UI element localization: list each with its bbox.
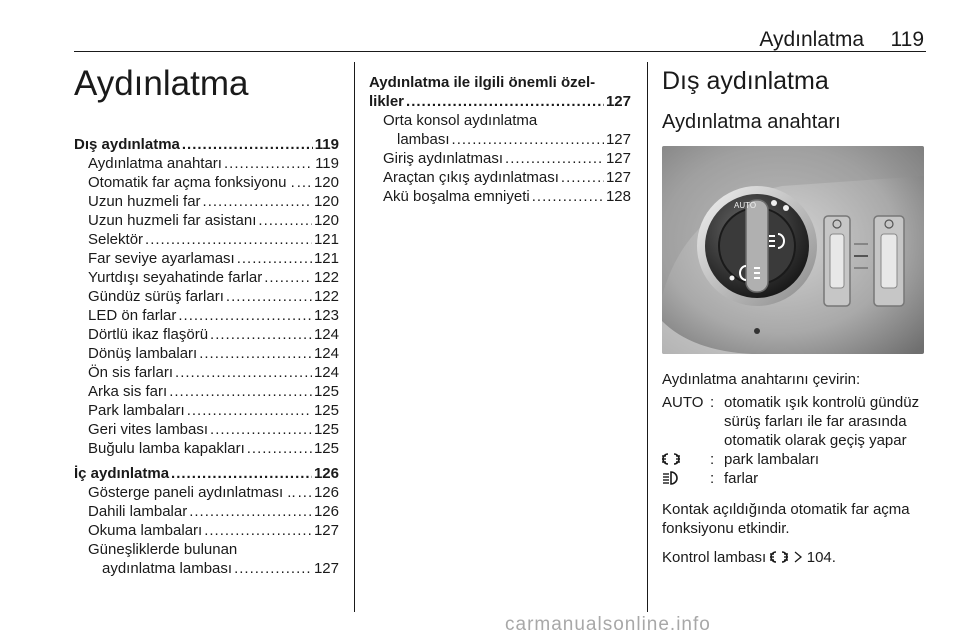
toc-entry-label: Uzun huzmeli far [88, 193, 201, 210]
toc-entry-label: Dış aydınlatma [74, 136, 180, 153]
toc-entry-page: 124 [313, 345, 339, 362]
light-switch-figure [662, 146, 924, 354]
toc-leader-dots [171, 464, 312, 483]
definition-term: AUTO [662, 394, 704, 411]
toc-leader-dots [264, 268, 312, 287]
toc-entry-label: Gösterge paneli aydınlatması .. [88, 484, 296, 501]
toc-entry[interactable] [74, 230, 339, 249]
toc-entry-label: Dörtlü ikaz flaşörü [88, 326, 209, 343]
toc-entry-page: 127 [605, 131, 631, 148]
toc-leader-dots [182, 135, 313, 154]
toc-entry[interactable] [369, 168, 631, 187]
toc-entry[interactable] [74, 521, 339, 540]
toc-leader-dots [406, 92, 604, 111]
toc-entry[interactable] [74, 559, 339, 578]
toc-entry-page: 126 [313, 484, 339, 501]
toc-leader-dots [298, 483, 312, 502]
toc-entry-label: likler [369, 93, 405, 110]
toc-leader-dots [532, 187, 604, 206]
toc-entry[interactable] [74, 420, 339, 439]
middle-column [369, 73, 631, 206]
toc-leader-dots [203, 192, 312, 211]
toc-leader-dots [258, 211, 312, 230]
toc-entry-page: 121 [313, 250, 339, 267]
toc-entry-page: 122 [313, 288, 339, 305]
toc-entry-label: Okuma lambaları [88, 522, 203, 539]
toc-entry-label: Park lambaları [88, 402, 185, 419]
toc-leader-dots [226, 287, 312, 306]
toc-entry-label: Ön sis farları [88, 364, 174, 381]
parking-lamp-icon [662, 450, 710, 469]
toc-entry[interactable] [74, 401, 339, 420]
right-column [662, 66, 926, 567]
toc-entry[interactable] [74, 344, 339, 363]
toc-entry-page: 125 [313, 383, 339, 400]
toc-entry-page: 125 [313, 402, 339, 419]
subsection-title: Aydınlatma anahtarı [662, 111, 841, 133]
page-number: 119 [890, 28, 924, 51]
toc-entry[interactable] [74, 154, 339, 173]
left-column [74, 64, 339, 578]
toc-entry-label-line: Aydınlatma ile ilgili önemli özel- [369, 74, 596, 91]
definition-item [662, 469, 926, 488]
control-lamp-note [662, 548, 926, 567]
toc-entry[interactable] [74, 287, 339, 306]
intro-text: Aydınlatma anahtarını çevirin: [662, 371, 861, 388]
toc-entry[interactable] [74, 211, 339, 230]
toc-entry-page: 127 [313, 560, 339, 577]
page-reference-icon [793, 550, 803, 564]
toc-leader-dots [145, 230, 312, 249]
toc-leader-dots [204, 521, 312, 540]
section-title: Dış aydınlatma [662, 67, 829, 95]
toc-entry-label: LED ön farlar [88, 307, 177, 324]
toc-entry-page: 127 [605, 169, 631, 186]
toc-leader-dots [175, 363, 312, 382]
control-lamp-prefix: Kontrol lambası [662, 549, 767, 566]
toc-entry-page: 127 [605, 150, 631, 167]
toc-entry-label: Yurtdışı seyahatinde farlar [88, 269, 263, 286]
toc-leader-dots [237, 249, 312, 268]
toc-entry-page: 125 [313, 421, 339, 438]
toc-entry-page: 126 [313, 465, 339, 482]
toc-leader-dots [210, 420, 312, 439]
toc-entry-page: 124 [313, 326, 339, 343]
toc-entry-label: Akü boşalma emniyeti [383, 188, 530, 205]
toc-entry-page: 119 [315, 155, 339, 172]
toc-entry-page: 127 [313, 522, 339, 539]
toc-leader-dots [224, 154, 313, 173]
toc-entry[interactable] [74, 268, 339, 287]
toc-entry-page: 127 [605, 93, 631, 110]
toc-leader-dots [178, 306, 312, 325]
toc-entry[interactable] [74, 502, 339, 521]
toc-leader-dots [247, 439, 312, 458]
definition-item [662, 393, 926, 450]
toc-entry[interactable] [74, 483, 339, 502]
toc-entry[interactable] [369, 149, 631, 168]
definition-separator: : [710, 394, 715, 411]
toc-entry-label: Araçtan çıkış aydınlatması [383, 169, 559, 186]
toc-entry-label: İç aydınlatma [74, 465, 170, 482]
toc-leader-dots [505, 149, 604, 168]
toc-entry-page: 120 [313, 193, 339, 210]
toc-leader-dots [199, 344, 312, 363]
toc-entry[interactable] [74, 249, 339, 268]
toc-entry-label: Far seviye ayarlaması [88, 250, 235, 267]
parking-lamp-icon [770, 550, 788, 564]
running-header-title: Aydınlatma [759, 28, 864, 51]
toc-entry-label: Geri vites lambası [88, 421, 209, 438]
toc-leader-dots [234, 559, 312, 578]
definition-separator: : [710, 451, 715, 468]
toc-entry-label: Selektör [88, 231, 144, 248]
toc-leader-dots [189, 502, 312, 521]
toc-entry-page: 123 [313, 307, 339, 324]
definition-list [662, 393, 926, 488]
toc-entry-page: 119 [314, 136, 339, 153]
toc-entry[interactable] [74, 192, 339, 211]
toc-entry[interactable] [74, 173, 339, 192]
toc-entry-label: Dönüş lambaları [88, 345, 198, 362]
toc-entry-page: 126 [313, 503, 339, 520]
definition-item [662, 450, 926, 469]
toc-entry[interactable] [74, 135, 339, 154]
toc-entry-page: 122 [313, 269, 339, 286]
toc-entry-page: 124 [313, 364, 339, 381]
toc-entry-label: aydınlatma lambası [102, 560, 233, 577]
toc-entry-label: Gündüz sürüş farları [88, 288, 224, 305]
column-divider-1 [354, 62, 355, 612]
toc-entry-page: 125 [313, 440, 339, 457]
toc-entry-page: 121 [313, 231, 339, 248]
toc-entry[interactable] [74, 439, 339, 458]
light-switch-illustration [662, 146, 924, 354]
toc-entry-page: 120 [313, 174, 339, 191]
toc-entry-label: Uzun huzmeli far asistanı [88, 212, 257, 229]
definition-desc: farlar [724, 470, 759, 487]
toc-leader-dots [561, 168, 604, 187]
toc-entry-label: Giriş aydınlatması [383, 150, 504, 167]
toc-entry[interactable] [74, 325, 339, 344]
toc-leader-dots [452, 130, 604, 149]
toc-entry-label: lambası [397, 131, 450, 148]
definition-desc: park lambaları [724, 451, 820, 468]
definition-desc: otomatik ışık kontrolü gündüz sürüş farları ile far arasında otomatik olarak geçiş yapar [724, 394, 920, 449]
auto-light-note: Kontak açıldığında otomatik far açma fonksiyonu etkindir. [662, 501, 910, 537]
column-divider-2 [647, 62, 648, 612]
toc-entry-label: Dahili lambalar [88, 503, 188, 520]
watermark: carmanualsonline.info [505, 614, 711, 635]
toc-entry[interactable] [74, 306, 339, 325]
toc-entry-label-line: Orta konsol aydınlatma [383, 112, 538, 129]
toc-entry[interactable] [74, 382, 339, 401]
toc-leader-dots [169, 382, 312, 401]
toc-list-left [74, 135, 339, 578]
toc-entry-label-line: Güneşliklerde bulunan [88, 541, 238, 558]
toc-entry-label: Otomatik far açma fonksiyonu . [88, 174, 295, 191]
toc-entry[interactable] [369, 130, 631, 149]
toc-leader-dots [210, 325, 312, 344]
toc-entry-label: Buğulu lamba kapakları [88, 440, 245, 457]
toc-entry-label: Aydınlatma anahtarı [88, 155, 222, 172]
toc-entry-label: Arka sis farı [88, 383, 168, 400]
control-lamp-page-ref: 104. [806, 549, 836, 566]
toc-list-middle [369, 73, 631, 206]
chapter-title: Aydınlatma [74, 64, 249, 103]
figure-label-auto: AUTO [734, 201, 757, 210]
definition-separator: : [710, 470, 715, 487]
toc-leader-dots [297, 173, 312, 192]
toc-entry[interactable] [74, 464, 339, 483]
header-rule [74, 51, 926, 52]
toc-entry[interactable] [74, 363, 339, 382]
toc-entry-page: 120 [313, 212, 339, 229]
toc-entry[interactable] [369, 187, 631, 206]
toc-entry[interactable] [369, 92, 631, 111]
toc-leader-dots [187, 401, 312, 420]
headlamp-icon [662, 469, 710, 488]
toc-entry-page: 128 [605, 188, 631, 205]
